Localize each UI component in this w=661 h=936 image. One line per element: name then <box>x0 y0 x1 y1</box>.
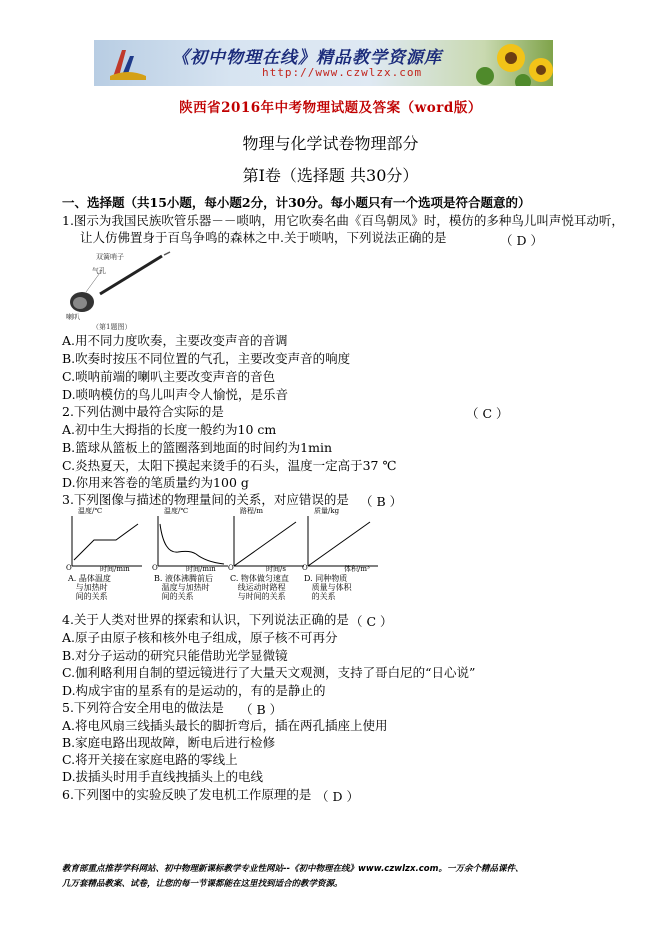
q1-stem-line1: 1.图示为我国民族吹管乐器－－唢呐，用它吹奏名曲《百鸟朝凤》时，模仿的多种鸟儿叫声悦耳动听， <box>62 213 624 228</box>
graph-c-origin: O <box>228 564 234 572</box>
graph-b-xlabel: 时间/min <box>186 565 216 573</box>
graph-a-xlabel: 时间/min <box>100 565 130 573</box>
graph-c <box>226 506 306 610</box>
q2-option-b: B.篮球从篮板上的篮圈落到地面的时间约为1min <box>62 440 333 455</box>
q5-option-c: C.将开关接在家庭电路的零线上 <box>62 752 238 767</box>
graph-a <box>64 506 144 610</box>
q5-option-d: D.拔插头时用手直线拽插头上的电线 <box>62 769 264 784</box>
q1-stem-line2: 让人仿佛置身于百鸟争鸣的森林之中.关于唢呐，下列说法正确的是 <box>80 230 447 245</box>
q5-option-b: B.家庭电路出现故障，断电后进行检修 <box>62 735 276 750</box>
graph-d-ylabel: 质量/kg <box>314 507 340 515</box>
header-banner <box>94 40 553 86</box>
section-heading: 一、选择题（共15小题，每小题2分，计30分。每小题只有一个选项是符合题意的） <box>62 195 531 210</box>
graph-d <box>300 506 380 610</box>
q2-answer: （ C ） <box>466 406 509 421</box>
q1-option-d: D.唢呐模仿的鸟儿叫声令人愉悦，是乐音 <box>62 387 289 402</box>
q4-option-b: B.对分子运动的研究只能借助光学显微镜 <box>62 648 288 663</box>
q4-option-c: C.伽利略利用自制的望远镜进行了大量天文观测，支持了哥白尼的“日心说” <box>62 665 476 680</box>
site-logo-icon <box>108 46 148 82</box>
footer-line1: 教育部重点推荐学科网站、初中物理新课标教学专业性网站--《初中物理在线》www.czwlzx.com。一万余个精品课件、 <box>62 864 524 874</box>
q1-answer: （ D ） <box>500 233 543 248</box>
graph-b-ylabel: 温度/℃ <box>164 507 189 515</box>
sunflower-icon <box>463 40 553 86</box>
graph-d-origin: O <box>302 564 308 572</box>
q3-answer: （ B ） <box>360 494 403 509</box>
banner-title: 《初中物理在线》精品教学资源库 <box>172 48 442 68</box>
q4-option-d: D.构成宇宙的星系有的是运动的，有的是静止的 <box>62 683 326 698</box>
graph-c-caption: C. 物体做匀速直 线运动时路程 与时间的关系 <box>230 574 289 601</box>
volume-heading: 第Ⅰ卷（选择题 共30分） <box>242 166 419 185</box>
q4-stem: 4.关于人类对世界的探索和认识，下列说法正确的是 <box>62 612 349 627</box>
q1-option-c: C.唢呐前端的喇叭主要改变声音的音色 <box>62 369 276 384</box>
graph-d-caption: D. 同种物质 质量与体积 的关系 <box>304 574 352 601</box>
suona-figure <box>62 250 172 332</box>
q1-figure-caption: （第1题图） <box>92 323 132 331</box>
exam-subtitle: 物理与化学试卷物理部分 <box>242 134 419 153</box>
q2-option-a: A.初中生大拇指的长度一般约为10 cm <box>62 422 277 437</box>
q4-option-a: A.原子由原子核和核外电子组成，原子核不可再分 <box>62 630 338 645</box>
q4-answer: （ C ） <box>350 614 393 629</box>
q5-option-a: A.将电风扇三线插头最长的脚折弯后，插在两孔插座上使用 <box>62 718 388 733</box>
q2-option-c: C.炎热夏天，太阳下摸起来烫手的石头，温度一定高于37 ℃ <box>62 458 397 473</box>
q6-stem: 6.下列图中的实验反映了发电机工作原理的是 <box>62 787 312 802</box>
graph-b-origin: O <box>152 564 158 572</box>
banner-url[interactable]: http://www.czwlzx.com <box>262 66 423 79</box>
footer-line2: 几万套精品教案、试卷，让您的每一节课都能在这里找到适合的教学资源。 <box>62 879 343 889</box>
graph-a-ylabel: 温度/℃ <box>78 507 103 515</box>
graph-a-caption: A. 晶体温度 与加热时 间的关系 <box>68 574 111 601</box>
q5-answer: （ B ） <box>240 702 283 717</box>
label-reed: 双簧哨子 <box>96 253 124 261</box>
q3-stem: 3.下列图像与描述的物理量间的关系，对应错误的是 <box>62 492 349 507</box>
graph-a-origin: O <box>66 564 72 572</box>
graph-c-ylabel: 路程/m <box>240 507 263 515</box>
label-hole: 气孔 <box>92 267 106 275</box>
graph-d-xlabel: 体积/m³ <box>344 565 370 573</box>
q2-stem: 2.下列估测中最符合实际的是 <box>62 404 224 419</box>
q6-answer: （ D ） <box>316 789 359 804</box>
graph-b-caption: B. 液体沸腾前后 温度与加热时 间的关系 <box>154 574 213 601</box>
label-bell: 喇叭 <box>66 313 80 321</box>
graph-b <box>150 506 230 610</box>
exam-title: 陕西省2016年中考物理试题及答案（word版） <box>179 100 482 116</box>
q5-stem: 5.下列符合安全用电的做法是 <box>62 700 224 715</box>
q1-option-a: A.用不同力度吹奏，主要改变声音的音调 <box>62 333 288 348</box>
graph-c-xlabel: 时间/s <box>266 565 286 573</box>
q2-option-d: D.你用来答卷的笔质量约为100 g <box>62 475 249 490</box>
page-footer <box>62 862 622 892</box>
q1-option-b: B.吹奏时按压不同位置的气孔，主要改变声音的响度 <box>62 351 351 366</box>
